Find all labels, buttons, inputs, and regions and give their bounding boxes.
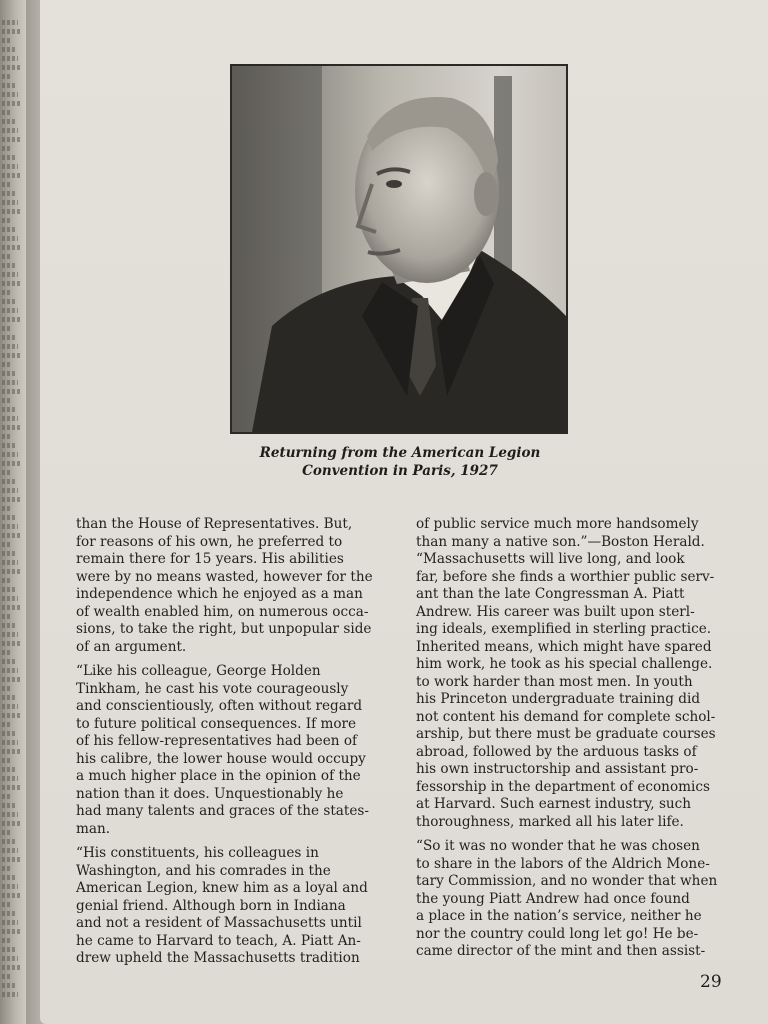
facing-page-text-mark bbox=[2, 623, 15, 628]
portrait-photo bbox=[230, 64, 568, 434]
text-line: his calibre, the lower house would occupy bbox=[76, 750, 366, 767]
text-line: American Legion, knew him as a loyal and bbox=[76, 880, 368, 896]
facing-page-text-mark bbox=[2, 263, 15, 268]
text-line: his Princeton undergraduate training did bbox=[416, 691, 701, 707]
text-line: tary Commission, and no wonder that when bbox=[416, 873, 718, 889]
text-line: “Massachusetts will live long, and look bbox=[416, 551, 685, 567]
facing-page-text-mark bbox=[2, 821, 21, 826]
facing-page-text-mark bbox=[2, 767, 15, 772]
facing-page-text-mark bbox=[2, 911, 15, 916]
facing-page-text-mark bbox=[2, 245, 21, 250]
facing-page-text-mark bbox=[2, 650, 12, 655]
facing-page-text-mark bbox=[2, 101, 21, 106]
text-line: abroad, followed by the arduous tasks of bbox=[416, 743, 697, 760]
facing-page-text-mark bbox=[2, 524, 18, 529]
facing-page-text-mark bbox=[2, 173, 21, 178]
facing-page-text-mark bbox=[2, 695, 15, 700]
text-line: “So it was no wonder that he was chosen bbox=[416, 838, 700, 854]
text-line: thoroughness, marked all his later life. bbox=[416, 813, 684, 830]
text-line: remain there for 15 years. His abilities bbox=[76, 551, 344, 567]
facing-page-text-mark bbox=[2, 965, 21, 970]
text-line: for reasons of his own, he preferred to bbox=[76, 533, 343, 550]
text-line: independence which he enjoyed as a man bbox=[76, 586, 363, 602]
facing-page-text-mark bbox=[2, 29, 21, 34]
facing-page-text-mark bbox=[2, 83, 15, 88]
right-text-column bbox=[416, 516, 734, 961]
facing-page-text-mark bbox=[2, 641, 21, 646]
text-line: and not a resident of Massachusetts until bbox=[76, 915, 362, 931]
facing-page-text-mark bbox=[2, 533, 21, 538]
facing-page-text-mark bbox=[2, 632, 18, 637]
photo-caption bbox=[200, 444, 600, 480]
facing-page-text-mark bbox=[2, 749, 21, 754]
text-line: and conscientiously, often without regard bbox=[76, 698, 363, 714]
facing-page-text-mark bbox=[2, 344, 18, 349]
facing-page-edge bbox=[0, 0, 26, 1024]
facing-page-text-mark bbox=[2, 56, 18, 61]
paragraph-gap bbox=[416, 831, 734, 838]
caption-line-2: Convention in Paris, 1927 bbox=[302, 463, 498, 479]
facing-page-text-mark bbox=[2, 416, 18, 421]
facing-page-text-mark bbox=[2, 659, 15, 664]
facing-page-text-mark bbox=[2, 308, 18, 313]
text-line: nation than it does. Unquestionably he bbox=[76, 785, 344, 802]
facing-page-text-mark bbox=[2, 731, 15, 736]
facing-page-text-mark bbox=[2, 947, 15, 952]
facing-page-text-mark bbox=[2, 920, 18, 925]
facing-page-text-mark bbox=[2, 281, 21, 286]
facing-page-text-mark bbox=[2, 326, 12, 331]
facing-page-text-mark bbox=[2, 47, 15, 52]
text-line: than many a native son.”—Boston Herald. bbox=[416, 533, 705, 550]
facing-page-text-mark bbox=[2, 236, 18, 241]
facing-page-text-mark bbox=[2, 254, 12, 259]
facing-page-text-mark bbox=[2, 794, 12, 799]
text-line: of his fellow-representatives had been of bbox=[76, 733, 358, 749]
facing-page-text-mark bbox=[2, 146, 12, 151]
text-line: at Harvard. Such earnest industry, such bbox=[416, 796, 692, 812]
text-line: of an argument. bbox=[76, 638, 187, 655]
facing-page-text-mark bbox=[2, 803, 15, 808]
facing-page-text-mark bbox=[2, 929, 21, 934]
facing-page-text-mark bbox=[2, 578, 12, 583]
facing-page-text-mark bbox=[2, 776, 18, 781]
facing-page-text-mark bbox=[2, 740, 18, 745]
facing-page-text-mark bbox=[2, 407, 15, 412]
facing-page-text-mark bbox=[2, 587, 15, 592]
facing-page-text-mark bbox=[2, 470, 12, 475]
facing-page-text-mark bbox=[2, 956, 18, 961]
paragraph-gap bbox=[76, 656, 394, 663]
text-line: drew upheld the Massachusetts tradition bbox=[76, 950, 360, 966]
text-line: not content his demand for complete schol- bbox=[416, 708, 716, 725]
facing-page-text-mark bbox=[2, 506, 12, 511]
text-line: his own instructorship and assistant pro- bbox=[416, 761, 699, 777]
facing-page-text-mark bbox=[2, 443, 15, 448]
facing-page-text-mark bbox=[2, 605, 21, 610]
facing-page-text-mark bbox=[2, 848, 18, 853]
facing-page-text-mark bbox=[2, 335, 15, 340]
facing-page-text-mark bbox=[2, 569, 21, 574]
text-line: “Like his colleague, George Holden bbox=[76, 663, 321, 679]
facing-page-text-mark bbox=[2, 110, 12, 115]
facing-page-text-mark bbox=[2, 713, 21, 718]
facing-page-text-mark bbox=[2, 452, 18, 457]
facing-page-text-mark bbox=[2, 218, 12, 223]
facing-page-text-mark bbox=[2, 38, 12, 43]
portrait-image bbox=[232, 66, 566, 432]
facing-page-text-mark bbox=[2, 677, 21, 682]
facing-page-text-mark bbox=[2, 983, 15, 988]
text-line: Inherited means, which might have spared bbox=[416, 638, 712, 655]
facing-page-text-mark bbox=[2, 137, 21, 142]
facing-page-text-mark bbox=[2, 479, 15, 484]
text-line: genial friend. Although born in Indiana bbox=[76, 897, 346, 914]
facing-page-text-mark bbox=[2, 272, 18, 277]
facing-page-text-mark bbox=[2, 434, 12, 439]
facing-page-text-mark bbox=[2, 290, 12, 295]
text-line: Washington, and his comrades in the bbox=[76, 862, 331, 879]
facing-page-text-mark bbox=[2, 74, 12, 79]
facing-page-text-mark bbox=[2, 182, 12, 187]
facing-page-text-mark bbox=[2, 857, 21, 862]
facing-page-text-mark bbox=[2, 704, 18, 709]
facing-page-text-mark bbox=[2, 974, 12, 979]
text-line: a much higher place in the opinion of the bbox=[76, 768, 361, 784]
text-line: to work harder than most men. In youth bbox=[416, 673, 693, 690]
facing-page-text-mark bbox=[2, 722, 12, 727]
text-line: had many talents and graces of the states- bbox=[76, 803, 369, 819]
paragraph-gap bbox=[76, 838, 394, 845]
facing-page-text-mark bbox=[2, 371, 15, 376]
facing-page-text-mark bbox=[2, 353, 21, 358]
text-line: than the House of Representatives. But, bbox=[76, 516, 353, 532]
text-line: nor the country could long let go! He be- bbox=[416, 925, 699, 942]
text-line: of public service much more handsomely bbox=[416, 516, 699, 532]
facing-page-text-mark bbox=[2, 938, 12, 943]
facing-page-text-mark bbox=[2, 785, 21, 790]
text-line: sions, to take the right, but unpopular side bbox=[76, 621, 372, 637]
facing-page-text-mark bbox=[2, 866, 12, 871]
facing-page-text-mark bbox=[2, 200, 18, 205]
facing-page-text-mark bbox=[2, 668, 18, 673]
facing-page-text-mark bbox=[2, 380, 18, 385]
text-line: him work, he took as his special challenge. bbox=[416, 656, 713, 672]
text-line: ing ideals, exemplified in sterling practice. bbox=[416, 621, 712, 637]
text-line: far, before she finds a worthier public serv- bbox=[416, 568, 715, 585]
facing-page-text-mark bbox=[2, 362, 12, 367]
text-line: to share in the labors of the Aldrich Mone- bbox=[416, 855, 710, 872]
facing-page-text-mark bbox=[2, 551, 15, 556]
facing-page-text-mark bbox=[2, 389, 21, 394]
facing-page-text-mark bbox=[2, 209, 21, 214]
facing-page-text-mark bbox=[2, 830, 12, 835]
facing-page-text-mark bbox=[2, 515, 15, 520]
text-line: man. bbox=[76, 820, 111, 837]
facing-page-text-mark bbox=[2, 227, 15, 232]
facing-page-text-mark bbox=[2, 992, 18, 997]
text-line: a place in the nation’s service, neither he bbox=[416, 908, 702, 924]
facing-page-text-mark bbox=[2, 191, 15, 196]
facing-page-text-mark bbox=[2, 497, 21, 502]
facing-page-text-mark bbox=[2, 758, 12, 763]
text-line: arship, but there must be graduate courses bbox=[416, 726, 716, 742]
facing-page-text-mark bbox=[2, 92, 18, 97]
text-line: “His constituents, his colleagues in bbox=[76, 845, 319, 861]
facing-page-text-mark bbox=[2, 884, 18, 889]
facing-page-text-mark bbox=[2, 155, 15, 160]
facing-page-text-mark bbox=[2, 875, 15, 880]
text-line: fessorship in the department of economics bbox=[416, 778, 710, 795]
text-line: ant than the late Congressman A. Piatt bbox=[416, 586, 685, 602]
left-text-column bbox=[76, 516, 394, 968]
facing-page-text-mark bbox=[2, 596, 18, 601]
text-line: to future political consequences. If more bbox=[76, 715, 357, 732]
facing-page-text-mark bbox=[2, 425, 21, 430]
facing-page-text-mark bbox=[2, 614, 12, 619]
facing-page-text-mark bbox=[2, 119, 15, 124]
facing-page-text-mark bbox=[2, 560, 18, 565]
text-line: came director of the mint and then assist- bbox=[416, 943, 706, 959]
text-line: Andrew. His career was built upon sterl- bbox=[416, 603, 695, 620]
caption-line-1: Returning from the American Legion bbox=[259, 445, 541, 461]
page-number: 29 bbox=[700, 972, 722, 992]
facing-page-text-mark bbox=[2, 398, 12, 403]
facing-page-text-mark bbox=[2, 488, 18, 493]
facing-page-text-mark bbox=[2, 299, 15, 304]
text-line: the young Piatt Andrew had once found bbox=[416, 890, 690, 907]
text-line: were by no means wasted, however for the bbox=[76, 568, 373, 585]
facing-page-text-mark bbox=[2, 317, 21, 322]
facing-page-text-mark bbox=[2, 20, 18, 25]
text-line: Tinkham, he cast his vote courageously bbox=[76, 680, 349, 697]
facing-page-text-mark bbox=[2, 65, 21, 70]
facing-page-text-mark bbox=[2, 839, 15, 844]
facing-page-text-mark bbox=[2, 461, 21, 466]
text-line: he came to Harvard to teach, A. Piatt An- bbox=[76, 932, 361, 949]
facing-page-text-mark bbox=[2, 164, 18, 169]
facing-page-text-mark bbox=[2, 812, 18, 817]
text-line: of wealth enabled him, on numerous occa- bbox=[76, 603, 369, 620]
facing-page-text-mark bbox=[2, 902, 12, 907]
facing-page-text-mark bbox=[2, 542, 12, 547]
facing-page-text-mark bbox=[2, 893, 21, 898]
facing-page-text-mark bbox=[2, 128, 18, 133]
facing-page-text-mark bbox=[2, 686, 12, 691]
